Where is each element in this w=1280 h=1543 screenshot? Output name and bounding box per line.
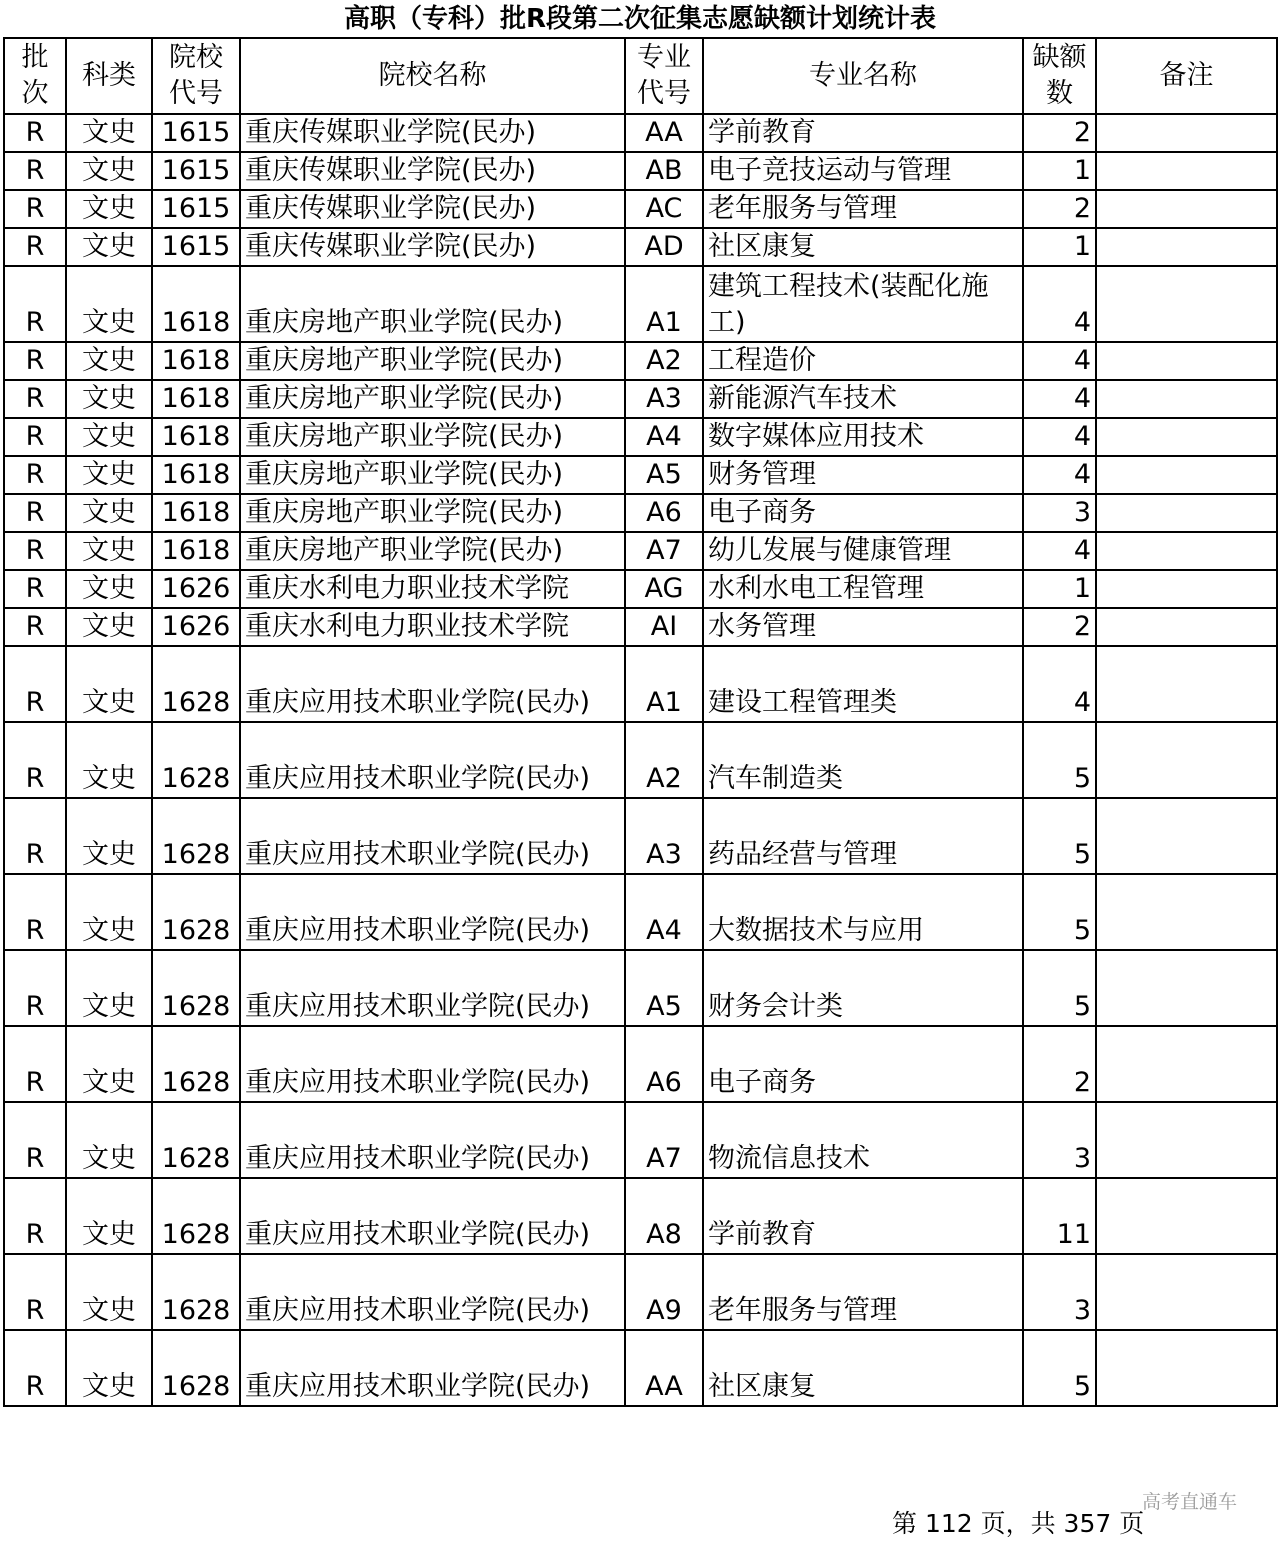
- cell-major-code: AA: [625, 1330, 703, 1406]
- cell-school-name: 重庆房地产职业学院(民办): [240, 266, 625, 342]
- cell-major-code: A6: [625, 1026, 703, 1102]
- cell-category: 文史: [66, 608, 152, 646]
- cell-category: 文史: [66, 1330, 152, 1406]
- cell-remark: [1096, 456, 1277, 494]
- table-row: [4, 1330, 1277, 1406]
- table-row: [4, 456, 1277, 494]
- cell-major-code: A1: [625, 266, 703, 342]
- cell-major-name: 老年服务与管理: [703, 1254, 1023, 1330]
- cell-school-code: 1618: [152, 456, 240, 494]
- cell-school-name: 重庆房地产职业学院(民办): [240, 532, 625, 570]
- cell-batch: R: [4, 1026, 66, 1102]
- cell-major-name: 电子商务: [703, 494, 1023, 532]
- cell-major-code: A2: [625, 342, 703, 380]
- cell-vacancy: 4: [1023, 380, 1096, 418]
- table-row: [4, 608, 1277, 646]
- cell-batch: R: [4, 532, 66, 570]
- cell-major-name: 建设工程管理类: [703, 646, 1023, 722]
- cell-remark: [1096, 190, 1277, 228]
- table-row: [4, 418, 1277, 456]
- cell-school-code: 1618: [152, 418, 240, 456]
- cell-major-code: A1: [625, 646, 703, 722]
- header-major-name: 专业名称: [703, 38, 1023, 114]
- cell-batch: R: [4, 114, 66, 152]
- cell-vacancy: 4: [1023, 418, 1096, 456]
- cell-category: 文史: [66, 456, 152, 494]
- cell-school-name: 重庆应用技术职业学院(民办): [240, 1102, 625, 1178]
- cell-school-name: 重庆房地产职业学院(民办): [240, 418, 625, 456]
- cell-major-code: A7: [625, 1102, 703, 1178]
- table-row: [4, 1254, 1277, 1330]
- cell-batch: R: [4, 342, 66, 380]
- table-row: [4, 1178, 1277, 1254]
- cell-major-code: AI: [625, 608, 703, 646]
- header-batch: 批次: [4, 38, 66, 114]
- cell-school-code: 1615: [152, 152, 240, 190]
- cell-school-code: 1618: [152, 494, 240, 532]
- cell-school-name: 重庆应用技术职业学院(民办): [240, 1254, 625, 1330]
- cell-batch: R: [4, 456, 66, 494]
- cell-school-name: 重庆房地产职业学院(民办): [240, 494, 625, 532]
- cell-batch: R: [4, 1254, 66, 1330]
- cell-batch: R: [4, 570, 66, 608]
- cell-major-name: 工程造价: [703, 342, 1023, 380]
- table-row: [4, 228, 1277, 266]
- cell-batch: R: [4, 228, 66, 266]
- cell-batch: R: [4, 1178, 66, 1254]
- table-row: [4, 1026, 1277, 1102]
- cell-category: 文史: [66, 114, 152, 152]
- table-row: [4, 190, 1277, 228]
- cell-school-code: 1618: [152, 342, 240, 380]
- table-row: [4, 798, 1277, 874]
- header-major-code: 专业代号: [625, 38, 703, 114]
- cell-batch: R: [4, 1102, 66, 1178]
- table-row: [4, 494, 1277, 532]
- cell-vacancy: 11: [1023, 1178, 1096, 1254]
- cell-school-name: 重庆传媒职业学院(民办): [240, 152, 625, 190]
- table-row: [4, 532, 1277, 570]
- cell-school-code: 1628: [152, 1026, 240, 1102]
- cell-remark: [1096, 380, 1277, 418]
- cell-batch: R: [4, 608, 66, 646]
- cell-major-name: 电子商务: [703, 1026, 1023, 1102]
- cell-remark: [1096, 494, 1277, 532]
- cell-major-name: 电子竞技运动与管理: [703, 152, 1023, 190]
- cell-major-code: AG: [625, 570, 703, 608]
- cell-school-name: 重庆水利电力职业技术学院: [240, 608, 625, 646]
- cell-school-code: 1618: [152, 532, 240, 570]
- table-row: [4, 380, 1277, 418]
- cell-major-code: AC: [625, 190, 703, 228]
- cell-category: 文史: [66, 342, 152, 380]
- table-row: [4, 152, 1277, 190]
- cell-school-code: 1626: [152, 608, 240, 646]
- cell-school-code: 1628: [152, 722, 240, 798]
- cell-category: 文史: [66, 570, 152, 608]
- cell-school-code: 1615: [152, 228, 240, 266]
- cell-school-name: 重庆房地产职业学院(民办): [240, 380, 625, 418]
- cell-category: 文史: [66, 1102, 152, 1178]
- cell-batch: R: [4, 152, 66, 190]
- cell-school-code: 1628: [152, 874, 240, 950]
- cell-remark: [1096, 1330, 1277, 1406]
- cell-major-code: A4: [625, 418, 703, 456]
- cell-remark: [1096, 1254, 1277, 1330]
- cell-major-code: A3: [625, 380, 703, 418]
- cell-remark: [1096, 228, 1277, 266]
- table-header-row: [4, 38, 1277, 114]
- cell-remark: [1096, 722, 1277, 798]
- cell-major-name: 汽车制造类: [703, 722, 1023, 798]
- cell-vacancy: 2: [1023, 190, 1096, 228]
- cell-category: 文史: [66, 228, 152, 266]
- cell-major-code: A6: [625, 494, 703, 532]
- cell-major-name: 社区康复: [703, 228, 1023, 266]
- cell-batch: R: [4, 494, 66, 532]
- cell-vacancy: 2: [1023, 608, 1096, 646]
- cell-batch: R: [4, 418, 66, 456]
- table-row: [4, 646, 1277, 722]
- cell-major-name: 新能源汽车技术: [703, 380, 1023, 418]
- cell-major-code: A5: [625, 456, 703, 494]
- cell-vacancy: 1: [1023, 228, 1096, 266]
- cell-batch: R: [4, 380, 66, 418]
- cell-batch: R: [4, 798, 66, 874]
- cell-category: 文史: [66, 722, 152, 798]
- cell-remark: [1096, 1102, 1277, 1178]
- cell-vacancy: 3: [1023, 494, 1096, 532]
- table-row: [4, 1102, 1277, 1178]
- cell-major-name: 水务管理: [703, 608, 1023, 646]
- cell-vacancy: 5: [1023, 722, 1096, 798]
- table-row: [4, 342, 1277, 380]
- cell-major-name: 水利水电工程管理: [703, 570, 1023, 608]
- cell-school-code: 1618: [152, 266, 240, 342]
- cell-school-name: 重庆传媒职业学院(民办): [240, 228, 625, 266]
- cell-school-code: 1628: [152, 1330, 240, 1406]
- cell-major-code: A3: [625, 798, 703, 874]
- cell-school-code: 1628: [152, 1254, 240, 1330]
- cell-school-name: 重庆房地产职业学院(民办): [240, 342, 625, 380]
- cell-school-code: 1626: [152, 570, 240, 608]
- cell-school-name: 重庆传媒职业学院(民办): [240, 114, 625, 152]
- cell-vacancy: 4: [1023, 266, 1096, 342]
- cell-major-code: A4: [625, 874, 703, 950]
- cell-school-code: 1615: [152, 114, 240, 152]
- cell-category: 文史: [66, 152, 152, 190]
- cell-major-code: AD: [625, 228, 703, 266]
- cell-major-code: A5: [625, 950, 703, 1026]
- cell-school-name: 重庆房地产职业学院(民办): [240, 456, 625, 494]
- cell-major-code: A2: [625, 722, 703, 798]
- cell-school-name: 重庆传媒职业学院(民办): [240, 190, 625, 228]
- cell-school-name: 重庆应用技术职业学院(民办): [240, 798, 625, 874]
- cell-school-code: 1628: [152, 798, 240, 874]
- cell-remark: [1096, 342, 1277, 380]
- cell-category: 文史: [66, 798, 152, 874]
- cell-major-name: 数字媒体应用技术: [703, 418, 1023, 456]
- table-row: [4, 570, 1277, 608]
- cell-category: 文史: [66, 190, 152, 228]
- cell-major-name: 物流信息技术: [703, 1102, 1023, 1178]
- cell-vacancy: 1: [1023, 570, 1096, 608]
- vacancy-table: [3, 37, 1278, 1407]
- cell-vacancy: 2: [1023, 114, 1096, 152]
- cell-major-name: 学前教育: [703, 1178, 1023, 1254]
- cell-remark: [1096, 950, 1277, 1026]
- cell-major-code: A8: [625, 1178, 703, 1254]
- table-row: [4, 950, 1277, 1026]
- cell-remark: [1096, 152, 1277, 190]
- cell-vacancy: 3: [1023, 1254, 1096, 1330]
- cell-vacancy: 5: [1023, 874, 1096, 950]
- cell-category: 文史: [66, 950, 152, 1026]
- header-school-name: 院校名称: [240, 38, 625, 114]
- cell-vacancy: 5: [1023, 1330, 1096, 1406]
- cell-vacancy: 2: [1023, 1026, 1096, 1102]
- cell-category: 文史: [66, 380, 152, 418]
- cell-major-name: 幼儿发展与健康管理: [703, 532, 1023, 570]
- table-row: [4, 874, 1277, 950]
- cell-major-code: A7: [625, 532, 703, 570]
- cell-batch: R: [4, 950, 66, 1026]
- table-row: [4, 722, 1277, 798]
- cell-batch: R: [4, 1330, 66, 1406]
- cell-category: 文史: [66, 1026, 152, 1102]
- cell-school-name: 重庆水利电力职业技术学院: [240, 570, 625, 608]
- cell-school-code: 1628: [152, 950, 240, 1026]
- cell-school-code: 1615: [152, 190, 240, 228]
- header-category: 科类: [66, 38, 152, 114]
- cell-category: 文史: [66, 874, 152, 950]
- cell-remark: [1096, 608, 1277, 646]
- cell-category: 文史: [66, 646, 152, 722]
- cell-school-name: 重庆应用技术职业学院(民办): [240, 722, 625, 798]
- cell-school-name: 重庆应用技术职业学院(民办): [240, 646, 625, 722]
- cell-school-code: 1618: [152, 380, 240, 418]
- page-number: 第 112 页，共 357 页: [892, 1509, 1145, 1538]
- cell-major-code: A9: [625, 1254, 703, 1330]
- cell-vacancy: 1: [1023, 152, 1096, 190]
- table-body: [4, 114, 1277, 1406]
- cell-category: 文史: [66, 1178, 152, 1254]
- cell-vacancy: 4: [1023, 342, 1096, 380]
- table-row: [4, 266, 1277, 342]
- cell-remark: [1096, 1178, 1277, 1254]
- cell-major-name: 财务管理: [703, 456, 1023, 494]
- cell-major-name: 大数据技术与应用: [703, 874, 1023, 950]
- table-row: [4, 114, 1277, 152]
- cell-school-name: 重庆应用技术职业学院(民办): [240, 1026, 625, 1102]
- header-vacancy: 缺额数: [1023, 38, 1096, 114]
- cell-remark: [1096, 798, 1277, 874]
- cell-batch: R: [4, 190, 66, 228]
- cell-batch: R: [4, 722, 66, 798]
- cell-category: 文史: [66, 1254, 152, 1330]
- cell-remark: [1096, 1026, 1277, 1102]
- cell-category: 文史: [66, 494, 152, 532]
- cell-vacancy: 5: [1023, 798, 1096, 874]
- cell-remark: [1096, 266, 1277, 342]
- cell-vacancy: 4: [1023, 646, 1096, 722]
- cell-major-name: 药品经营与管理: [703, 798, 1023, 874]
- cell-major-name: 学前教育: [703, 114, 1023, 152]
- cell-major-name: 社区康复: [703, 1330, 1023, 1406]
- cell-vacancy: 4: [1023, 456, 1096, 494]
- cell-school-name: 重庆应用技术职业学院(民办): [240, 950, 625, 1026]
- cell-remark: [1096, 114, 1277, 152]
- cell-remark: [1096, 570, 1277, 608]
- cell-major-code: AA: [625, 114, 703, 152]
- cell-batch: R: [4, 266, 66, 342]
- cell-school-code: 1628: [152, 1102, 240, 1178]
- cell-remark: [1096, 418, 1277, 456]
- cell-remark: [1096, 532, 1277, 570]
- cell-category: 文史: [66, 266, 152, 342]
- cell-remark: [1096, 646, 1277, 722]
- cell-school-code: 1628: [152, 1178, 240, 1254]
- cell-school-name: 重庆应用技术职业学院(民办): [240, 874, 625, 950]
- header-school-code: 院校代号: [152, 38, 240, 114]
- cell-major-code: AB: [625, 152, 703, 190]
- cell-vacancy: 4: [1023, 532, 1096, 570]
- cell-major-name: 财务会计类: [703, 950, 1023, 1026]
- cell-school-name: 重庆应用技术职业学院(民办): [240, 1330, 625, 1406]
- cell-category: 文史: [66, 418, 152, 456]
- cell-major-name: 建筑工程技术(装配化施工): [703, 266, 1023, 342]
- watermark: 高考直通车: [1142, 1491, 1238, 1513]
- cell-remark: [1096, 874, 1277, 950]
- cell-vacancy: 3: [1023, 1102, 1096, 1178]
- cell-school-name: 重庆应用技术职业学院(民办): [240, 1178, 625, 1254]
- cell-batch: R: [4, 646, 66, 722]
- cell-major-name: 老年服务与管理: [703, 190, 1023, 228]
- cell-vacancy: 5: [1023, 950, 1096, 1026]
- page-title: 高职（专科）批R段第二次征集志愿缺额计划统计表: [343, 4, 937, 34]
- cell-school-code: 1628: [152, 646, 240, 722]
- header-remark: 备注: [1096, 38, 1277, 114]
- cell-batch: R: [4, 874, 66, 950]
- cell-category: 文史: [66, 532, 152, 570]
